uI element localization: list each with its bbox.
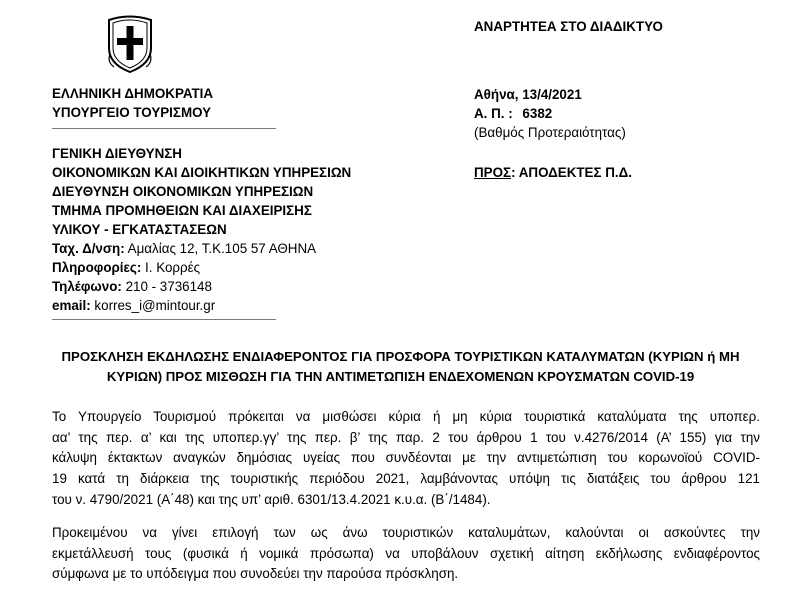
- paragraph-line: αα’ της περ. α’ και της υποπερ.γγ’ της περ. β’ της παρ. 2 του άρθρου 1 του ν.4276/2014 (Α’ 155) για την: [52, 429, 760, 445]
- to-label: ΠΡΟΣ: [474, 165, 512, 180]
- address-row: [52, 239, 316, 258]
- priority-level: (Βαθμός Προτεραιότητας): [474, 125, 626, 140]
- paragraph-line: 19 κατά τη διάρκεια της τουριστικής περιόδου 2021, λαμβάνοντας υπόψη τις διατάξεις του άρθρου 121: [52, 471, 760, 487]
- department-divider: [52, 319, 276, 320]
- recipients: [474, 163, 632, 182]
- paragraph-line: Το Υπουργείο Τουρισμού πρόκειται να μισθώσει κύρια ή μη κύρια τουριστικά καταλύματα της υποπερ.: [52, 409, 760, 424]
- address-value: Αμαλίας 12, Τ.Κ.105 57 ΑΘΗΝΑ: [124, 241, 317, 256]
- department-line: ΔΙΕΥΘΥΝΣΗ ΟΙΚΟΝΟΜΙΚΩΝ ΥΠΗΡΕΣΙΩΝ: [52, 184, 314, 199]
- republic-name: ΕΛΛΗΝΙΚΗ ΔΗΜΟΚΡΑΤΙΑ: [52, 86, 214, 101]
- body-paragraph-1: [52, 407, 760, 511]
- protocol-value: 6382: [522, 106, 553, 121]
- to-value: : ΑΠΟΔΕΚΤΕΣ Π.Δ.: [511, 165, 632, 180]
- paragraph-line: εκμετάλλευσή τους (φυσικά ή νομικά πρόσωπα) να υποβάλουν σχετική αίτηση εκδήλωσης ενδιαφέροντος: [52, 545, 760, 561]
- email-value[interactable]: korres_i@mintour.gr: [90, 298, 216, 313]
- paragraph-line: κάλυψη έκτακτων αναγκών δημόσιας υγείας που συνδέονται με την αντιμετώπιση του κορωνοϊού COVID-: [52, 450, 760, 466]
- address-label: Ταχ. Δ/νση:: [52, 241, 125, 256]
- info-value: Ι. Κορρές: [141, 260, 201, 275]
- department-line: ΥΛΙΚΟΥ - ΕΓΚΑΤΑΣΤΑΣΕΩΝ: [52, 222, 227, 237]
- body-paragraph-2: [52, 523, 760, 585]
- post-online-label: ΑΝΑΡΤΗΤΕΑ ΣΤΟ ΔΙΑΔΙΚΤΥΟ: [474, 19, 663, 34]
- department-line: ΓΕΝΙΚΗ ΔΙΕΥΘΥΝΣΗ: [52, 146, 182, 161]
- phone-row: [52, 277, 212, 296]
- paragraph-line: του ν. 4790/2021 (Α΄48) και της υπ’ αριθ. 6301/13.4.2021 κ.υ.α. (Β΄/1484).: [52, 491, 491, 507]
- protocol-label: Α. Π. :: [474, 106, 513, 121]
- phone-label: Τηλέφωνο:: [52, 279, 122, 294]
- ministry-name: ΥΠΟΥΡΓΕΙΟ ΤΟΥΡΙΣΜΟΥ: [52, 105, 212, 120]
- document-date: Αθήνα, 13/4/2021: [474, 87, 582, 102]
- email-row: [52, 296, 215, 315]
- info-row: [52, 258, 200, 277]
- greek-coat-of-arms-icon: [106, 14, 154, 74]
- invitation-title-line: ΠΡΟΣΚΛΗΣΗ ΕΚΔΗΛΩΣΗΣ ΕΝΔΙΑΦΕΡΟΝΤΟΣ ΓΙΑ ΠΡΟΣΦΟΡΑ ΤΟΥΡΙΣΤΙΚΩΝ ΚΑΤΑΛΥΜΑΤΩΝ (ΚΥΡΙΩΝ ή ΜΗ: [61, 349, 740, 364]
- phone-value: 210 - 3736148: [121, 279, 212, 294]
- department-line: ΟΙΚΟΝΟΜΙΚΩΝ ΚΑΙ ΔΙΟΙΚΗΤΙΚΩΝ ΥΠΗΡΕΣΙΩΝ: [52, 165, 352, 180]
- protocol-number: [474, 104, 552, 123]
- email-label: email:: [52, 298, 91, 313]
- invitation-title-line: ΚΥΡΙΩΝ) ΠΡΟΣ ΜΙΣΘΩΣΗ ΓΙΑ ΤΗΝ ΑΝΤΙΜΕΤΩΠΙΣΗ ΕΝΔΕΧΟΜΕΝΩΝ ΚΡΟΥΣΜΑΤΩΝ COVID-19: [106, 369, 695, 384]
- info-label: Πληροφορίες:: [52, 260, 142, 275]
- department-line: ΤΜΗΜΑ ΠΡΟΜΗΘΕΙΩΝ ΚΑΙ ΔΙΑΧΕΙΡΙΣΗΣ: [52, 203, 312, 218]
- paragraph-line: Προκειμένου να γίνει επιλογή των ως άνω τουριστικών καταλυμάτων, καλούνται οι ασκούντες την: [52, 525, 760, 540]
- header-divider: [52, 128, 276, 129]
- paragraph-line: σύμφωνα με το υπόδειγμα που συνοδεύει την παρούσα πρόσκληση.: [52, 566, 459, 582]
